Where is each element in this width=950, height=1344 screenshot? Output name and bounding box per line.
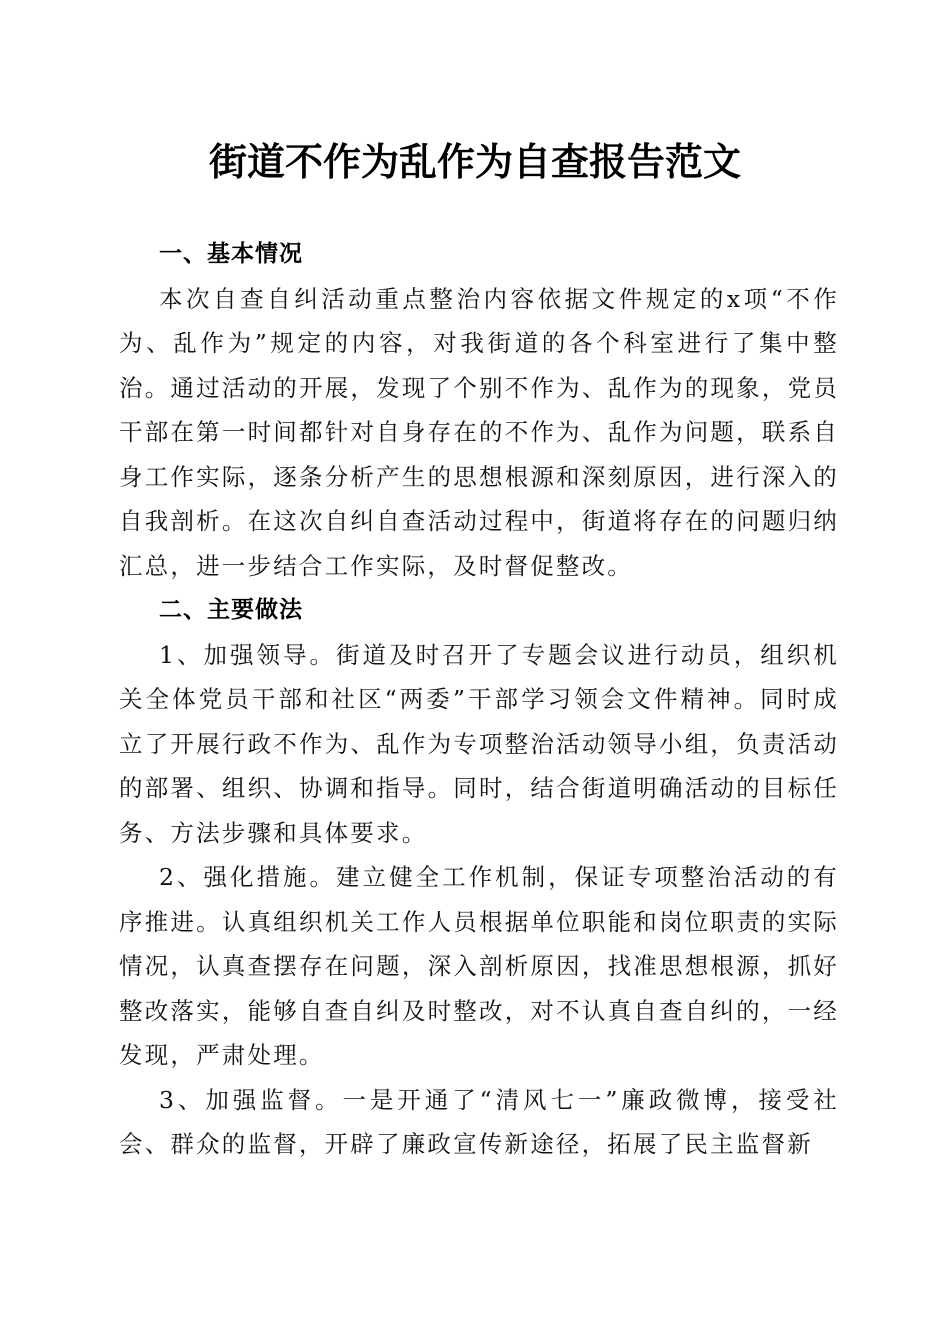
paragraph-strengthen-measures: 2、强化措施。建立健全工作机制，保证专项整治活动的有序推进。认真组织机关工作人员根据单位职能和岗位职责的实际情况，认真查摆存在问题，深入剖析原因，找准思想根源，抓好整改落实，能够自查自纠及时整改，对不认真自查自纠的，一经发现，严肃处理。 — [119, 863, 839, 1069]
document-title: 街道不作为乱作为自查报告范文 — [208, 139, 741, 184]
document-body — [119, 232, 839, 1167]
section-heading-main-practices: 二、主要做法 — [159, 597, 303, 623]
paragraph-strengthen-supervision: 3、加强监督。一是开通了“清风七一”廉政微博，接受社会、群众的监督，开辟了廉政宣传新途径，拓展了民主监督新 — [119, 1085, 839, 1158]
paragraph-strengthen-leadership: 1、加强领导。街道及时召开了专题会议进行动员，组织机关全体党员干部和社区“两委”干部学习领会文件精神。同时成立了开展行政不作为、乱作为专项整治活动领导小组，负责活动的部署、组织、协调和指导。同时，结合街道明确活动的目标任务、方法步骤和具体要求。 — [119, 640, 839, 847]
paragraph-basic-situation: 本次自查自纠活动重点整治内容依据文件规定的x项“不作为、乱作为”规定的内容，对我街道的各个科室进行了集中整治。通过活动的开展，发现了个别不作为、乱作为的现象，党员干部在第一时间都针对自身存在的不作为、乱作为问题，联系自身工作实际，逐条分析产生的思想根源和深刻原因，进行深入的自我剖析。在这次自纠自查活动过程中，街道将存在的问题归纳汇总，进一步结合工作实际，及时督促整改。 — [119, 284, 839, 580]
section-heading-basic-situation: 一、基本情况 — [159, 241, 303, 267]
